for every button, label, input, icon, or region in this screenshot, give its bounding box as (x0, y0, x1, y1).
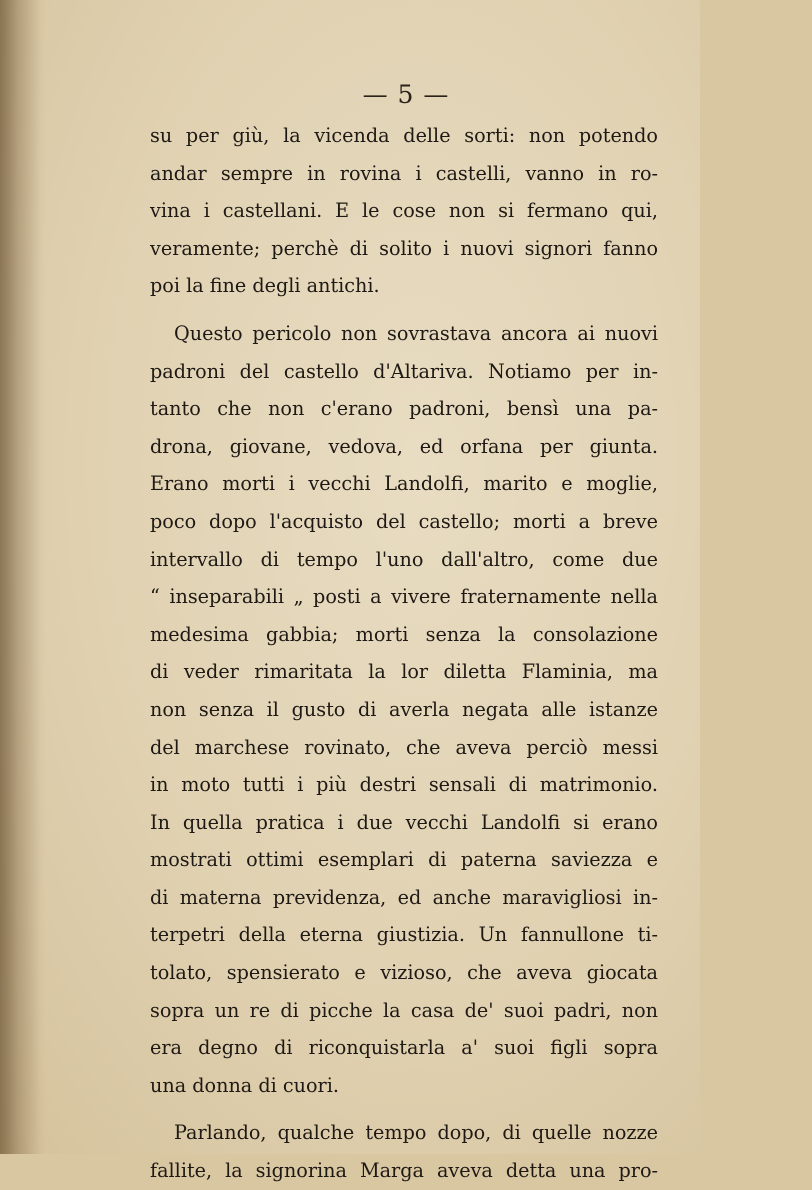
text-line: veramente; perchè di solito i nuovi signori fanno (150, 236, 658, 260)
text-line: intervallo di tempo l'uno dall'altro, come due (150, 547, 658, 571)
text-line: una donna di cuori. (150, 1073, 339, 1097)
text-line: sopra un re di picche la casa de' suoi padri, non (150, 998, 658, 1022)
text-line: medesima gabbia; morti senza la consolazione (150, 622, 658, 646)
text-line: mostrati ottimi esemplari di paterna saviezza e (150, 848, 658, 872)
text-line: del marchese rovinato, che aveva perciò messi (150, 735, 658, 759)
text-line: poco dopo l'acquisto del castello; morti a breve (150, 509, 658, 533)
text-line: vina i castellani. E le cose non si fermano qui, (150, 199, 658, 223)
body-text (150, 117, 658, 1190)
page-number: — 5 — (362, 80, 450, 109)
text-line: tolato, spensierato e vizioso, che aveva giocata (150, 961, 658, 985)
text-line: “ inseparabili „ posti a vivere fraternamente nella (150, 585, 658, 609)
text-line: tanto che non c'erano padroni, bensì una pa- (150, 397, 658, 421)
text-line: in moto tutti i più destri sensali di matrimonio. (150, 773, 658, 797)
text-line: su per giù, la vicenda delle sorti: non potendo (150, 124, 658, 147)
text-line: drona, giovane, vedova, ed orfana per giunta. (150, 434, 658, 458)
text-line: Erano morti i vecchi Landolfi, marito e moglie, (150, 472, 658, 496)
text-line: era degno di riconquistarla a' suoi figli sopra (150, 1036, 658, 1060)
text-line: di veder rimaritata la lor diletta Flaminia, ma (150, 660, 658, 684)
text-line: Questo pericolo non sovrastava ancora ai nuovi (174, 321, 658, 345)
page-gutter-shadow (0, 0, 40, 1154)
text-line: di materna previdenza, ed anche maravigliosi in- (150, 885, 658, 909)
text-line: terpetri della eterna giustizia. Un fannullone ti- (150, 923, 658, 947)
text-line: In quella pratica i due vecchi Landolfi si erano (150, 810, 658, 834)
text-line: Parlando, qualche tempo dopo, di quelle nozze (174, 1121, 658, 1145)
text-line: non senza il gusto di averla negata alle istanze (150, 697, 658, 721)
text-line: andar sempre in rovina i castelli, vanno in ro- (150, 161, 658, 185)
text-line: padroni del castello d'Altariva. Notiamo per in- (150, 359, 658, 383)
text-line: fallite, la signorina Marga aveva detta una pro- (150, 1159, 658, 1183)
text-line: poi la fine degli antichi. (150, 274, 380, 298)
